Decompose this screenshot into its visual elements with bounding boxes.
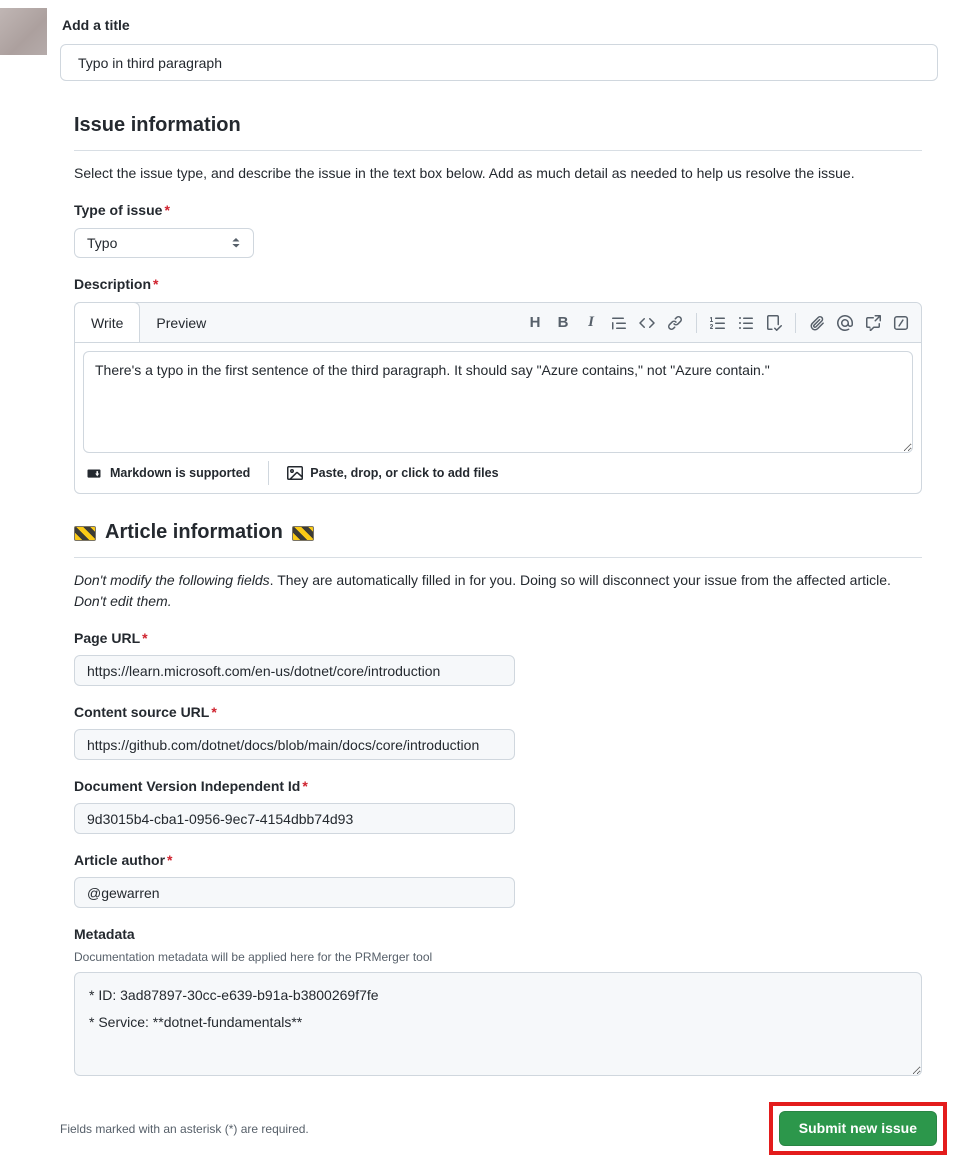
markdown-editor-header [75,303,921,343]
cross-reference-icon[interactable] [859,309,887,337]
required-asterisk: * [211,704,217,720]
new-issue-form [60,0,938,1155]
metadata-textarea[interactable] [74,972,922,1076]
numbered-list-icon[interactable] [704,309,732,337]
required-asterisk: * [164,202,170,218]
markdown-icon [85,467,103,480]
markdown-editor-footer [75,461,921,493]
required-asterisk: * [142,630,148,646]
description-label: Description * [74,276,159,292]
issue-information-heading [74,111,922,151]
content-source-url-label: Content source URL * [74,704,217,720]
article-information-heading-text: Article information [105,521,283,543]
paste-drop-files-button[interactable]: Paste, drop, or click to add files [269,461,498,485]
avatar [0,8,47,55]
article-author-label: Article author * [74,852,173,868]
page-url-input[interactable] [74,655,515,686]
construction-barrier-emoji [74,526,96,541]
title-input[interactable] [60,44,938,81]
issue-information-description: Select the issue type, and describe the issue in the text box below. Add as much detail as needed to help us resolve the issue. [74,165,855,181]
italic-icon[interactable]: I [577,309,605,337]
sort-caret-icon [229,236,243,250]
tab-write[interactable]: Write [74,302,140,342]
type-of-issue-select[interactable] [74,228,254,258]
task-list-icon[interactable] [760,309,788,337]
markdown-supported-link[interactable]: Markdown is supported [85,461,269,485]
content-source-url-input[interactable] [74,729,515,760]
mention-icon[interactable] [831,309,859,337]
description-textarea[interactable] [83,351,913,453]
construction-barrier-emoji [292,526,314,541]
image-icon [287,465,303,481]
code-icon[interactable] [633,309,661,337]
submit-new-issue-button[interactable]: Submit new issue [779,1111,937,1146]
article-information-heading [74,518,922,558]
article-information-note: Don't modify the following fields. They are automatically filled in for you. Doing so will disconnect your issue from the affected article. Don't edit them. [74,572,891,609]
slash-command-icon[interactable] [887,309,915,337]
article-author-input[interactable] [74,877,515,908]
required-asterisk: * [302,778,308,794]
markdown-toolbar [521,303,921,342]
document-version-independent-id-input[interactable] [74,803,515,834]
issue-information-heading-text: Issue information [74,114,241,136]
required-fields-note: Fields marked with an asterisk (*) are required. [60,1121,309,1136]
markdown-editor [74,302,922,494]
quote-icon[interactable] [605,309,633,337]
title-label: Add a title [62,17,130,33]
metadata-hint: Documentation metadata will be applied here for the PRMerger tool [74,950,433,964]
heading-icon[interactable]: H [521,309,549,337]
toolbar-divider [696,313,697,333]
required-asterisk: * [153,276,159,292]
toolbar-divider [795,313,796,333]
tab-preview[interactable]: Preview [156,314,207,331]
attach-files-icon[interactable] [803,309,831,337]
type-of-issue-label: Type of issue * [74,202,170,218]
metadata-label: Metadata [74,926,135,942]
annotation-highlight-box [769,1102,947,1155]
required-asterisk: * [167,852,173,868]
bulleted-list-icon[interactable] [732,309,760,337]
bold-icon[interactable]: B [549,309,577,337]
type-of-issue-selected-value: Typo [87,235,118,251]
link-icon[interactable] [661,309,689,337]
page-url-label: Page URL * [74,630,148,646]
document-version-independent-id-label: Document Version Independent Id * [74,778,308,794]
